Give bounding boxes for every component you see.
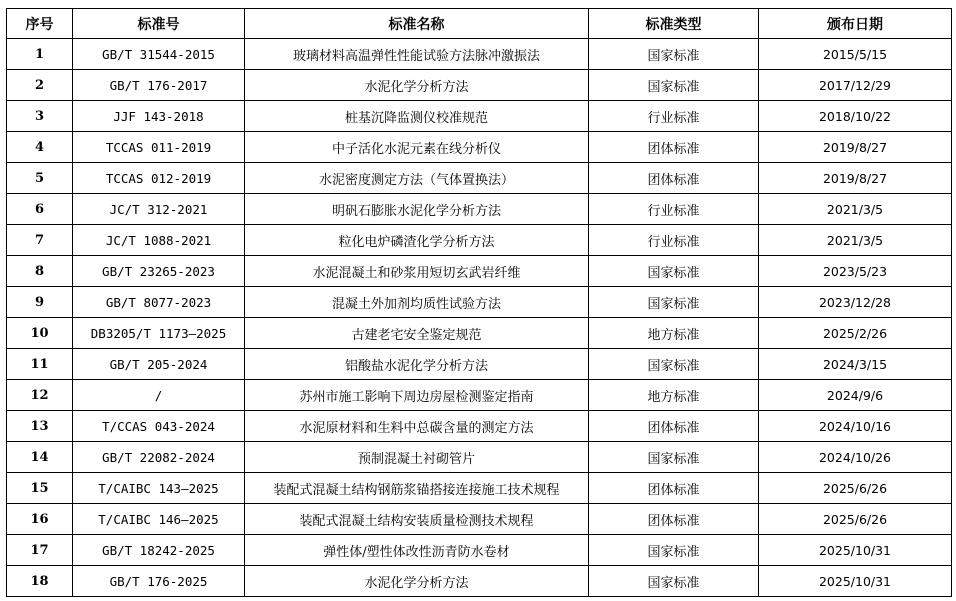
cell-standard-code: GB/T 23265-2023 xyxy=(73,256,245,287)
header-name: 标准名称 xyxy=(245,9,589,39)
cell-standard-code: GB/T 176-2017 xyxy=(73,70,245,101)
cell-standard-name: 预制混凝土衬砌管片 xyxy=(245,442,589,473)
table-row xyxy=(7,256,952,287)
cell-seq: 15 xyxy=(7,473,73,504)
table-row xyxy=(7,380,952,411)
header-seq: 序号 xyxy=(7,9,73,39)
cell-seq: 16 xyxy=(7,504,73,535)
cell-seq: 14 xyxy=(7,442,73,473)
cell-release-date: 2023/5/23 xyxy=(759,256,952,287)
cell-standard-name: 装配式混凝土结构安装质量检测技术规程 xyxy=(245,504,589,535)
cell-standard-name: 水泥混凝土和砂浆用短切玄武岩纤维 xyxy=(245,256,589,287)
standards-table xyxy=(6,8,952,597)
cell-standard-name: 玻璃材料高温弹性性能试验方法脉冲激振法 xyxy=(245,39,589,70)
cell-standard-code: JC/T 1088-2021 xyxy=(73,225,245,256)
cell-release-date: 2025/6/26 xyxy=(759,473,952,504)
cell-release-date: 2015/5/15 xyxy=(759,39,952,70)
cell-standard-type: 行业标准 xyxy=(589,225,759,256)
cell-standard-type: 地方标准 xyxy=(589,318,759,349)
cell-release-date: 2025/10/31 xyxy=(759,535,952,566)
cell-standard-code: JJF 143-2018 xyxy=(73,101,245,132)
cell-standard-type: 国家标准 xyxy=(589,535,759,566)
cell-standard-type: 团体标准 xyxy=(589,473,759,504)
table-row xyxy=(7,194,952,225)
cell-seq: 3 xyxy=(7,101,73,132)
cell-standard-code: GB/T 205-2024 xyxy=(73,349,245,380)
cell-standard-name: 明矾石膨胀水泥化学分析方法 xyxy=(245,194,589,225)
cell-standard-code: / xyxy=(73,380,245,411)
cell-release-date: 2021/3/5 xyxy=(759,194,952,225)
cell-seq: 10 xyxy=(7,318,73,349)
header-date: 颁布日期 xyxy=(759,9,952,39)
cell-seq: 1 xyxy=(7,39,73,70)
cell-standard-type: 国家标准 xyxy=(589,287,759,318)
cell-standard-code: TCCAS 012-2019 xyxy=(73,163,245,194)
cell-standard-name: 古建老宅安全鉴定规范 xyxy=(245,318,589,349)
cell-standard-code: TCCAS 011-2019 xyxy=(73,132,245,163)
cell-seq: 9 xyxy=(7,287,73,318)
cell-standard-code: JC/T 312-2021 xyxy=(73,194,245,225)
cell-standard-type: 国家标准 xyxy=(589,442,759,473)
cell-seq: 2 xyxy=(7,70,73,101)
cell-standard-name: 水泥化学分析方法 xyxy=(245,70,589,101)
cell-seq: 5 xyxy=(7,163,73,194)
cell-release-date: 2023/12/28 xyxy=(759,287,952,318)
table-row xyxy=(7,287,952,318)
cell-standard-type: 团体标准 xyxy=(589,132,759,163)
cell-release-date: 2021/3/5 xyxy=(759,225,952,256)
cell-standard-type: 团体标准 xyxy=(589,504,759,535)
cell-standard-type: 国家标准 xyxy=(589,349,759,380)
cell-standard-code: GB/T 8077-2023 xyxy=(73,287,245,318)
cell-standard-type: 行业标准 xyxy=(589,194,759,225)
cell-standard-name: 铝酸盐水泥化学分析方法 xyxy=(245,349,589,380)
cell-release-date: 2024/10/26 xyxy=(759,442,952,473)
cell-standard-code: GB/T 31544-2015 xyxy=(73,39,245,70)
cell-standard-type: 国家标准 xyxy=(589,256,759,287)
table-row xyxy=(7,473,952,504)
table-row xyxy=(7,39,952,70)
table-row xyxy=(7,70,952,101)
cell-standard-code: T/CAIBC 143—2025 xyxy=(73,473,245,504)
cell-standard-code: T/CAIBC 146—2025 xyxy=(73,504,245,535)
cell-seq: 13 xyxy=(7,411,73,442)
cell-standard-type: 地方标准 xyxy=(589,380,759,411)
table-body xyxy=(7,39,952,597)
header-type: 标准类型 xyxy=(589,9,759,39)
table-row xyxy=(7,225,952,256)
cell-standard-name: 弹性体/塑性体改性沥青防水卷材 xyxy=(245,535,589,566)
cell-release-date: 2024/9/6 xyxy=(759,380,952,411)
table-row xyxy=(7,349,952,380)
table-row xyxy=(7,411,952,442)
cell-release-date: 2025/10/31 xyxy=(759,566,952,597)
cell-release-date: 2017/12/29 xyxy=(759,70,952,101)
cell-standard-type: 国家标准 xyxy=(589,566,759,597)
table-row xyxy=(7,318,952,349)
cell-seq: 8 xyxy=(7,256,73,287)
cell-standard-name: 水泥原材料和生料中总碳含量的测定方法 xyxy=(245,411,589,442)
cell-standard-name: 混凝土外加剂均质性试验方法 xyxy=(245,287,589,318)
cell-standard-code: GB/T 18242-2025 xyxy=(73,535,245,566)
cell-standard-name: 中子活化水泥元素在线分析仪 xyxy=(245,132,589,163)
cell-standard-type: 团体标准 xyxy=(589,411,759,442)
cell-release-date: 2024/3/15 xyxy=(759,349,952,380)
cell-standard-code: GB/T 22082-2024 xyxy=(73,442,245,473)
cell-standard-name: 苏州市施工影响下周边房屋检测鉴定指南 xyxy=(245,380,589,411)
cell-standard-code: T/CCAS 043-2024 xyxy=(73,411,245,442)
table-row xyxy=(7,132,952,163)
cell-seq: 18 xyxy=(7,566,73,597)
cell-seq: 7 xyxy=(7,225,73,256)
cell-seq: 4 xyxy=(7,132,73,163)
cell-release-date: 2024/10/16 xyxy=(759,411,952,442)
cell-standard-name: 装配式混凝土结构钢筋浆锚搭接连接施工技术规程 xyxy=(245,473,589,504)
cell-release-date: 2025/6/26 xyxy=(759,504,952,535)
table-row xyxy=(7,101,952,132)
cell-seq: 11 xyxy=(7,349,73,380)
cell-standard-name: 桩基沉降监测仪校准规范 xyxy=(245,101,589,132)
cell-seq: 6 xyxy=(7,194,73,225)
cell-seq: 12 xyxy=(7,380,73,411)
cell-release-date: 2019/8/27 xyxy=(759,163,952,194)
header-row xyxy=(7,9,952,39)
cell-release-date: 2018/10/22 xyxy=(759,101,952,132)
table-row xyxy=(7,163,952,194)
cell-standard-code: GB/T 176-2025 xyxy=(73,566,245,597)
standards-table-container xyxy=(6,8,952,597)
cell-standard-name: 水泥化学分析方法 xyxy=(245,566,589,597)
cell-release-date: 2019/8/27 xyxy=(759,132,952,163)
cell-standard-type: 行业标准 xyxy=(589,101,759,132)
cell-standard-type: 国家标准 xyxy=(589,70,759,101)
cell-standard-name: 粒化电炉磷渣化学分析方法 xyxy=(245,225,589,256)
cell-standard-type: 国家标准 xyxy=(589,39,759,70)
cell-seq: 17 xyxy=(7,535,73,566)
cell-release-date: 2025/2/26 xyxy=(759,318,952,349)
cell-standard-code: DB3205/T 1173—2025 xyxy=(73,318,245,349)
header-code: 标准号 xyxy=(73,9,245,39)
table-row xyxy=(7,504,952,535)
table-row xyxy=(7,442,952,473)
cell-standard-type: 团体标准 xyxy=(589,163,759,194)
cell-standard-name: 水泥密度测定方法（气体置换法） xyxy=(245,163,589,194)
table-row xyxy=(7,566,952,597)
table-row xyxy=(7,535,952,566)
